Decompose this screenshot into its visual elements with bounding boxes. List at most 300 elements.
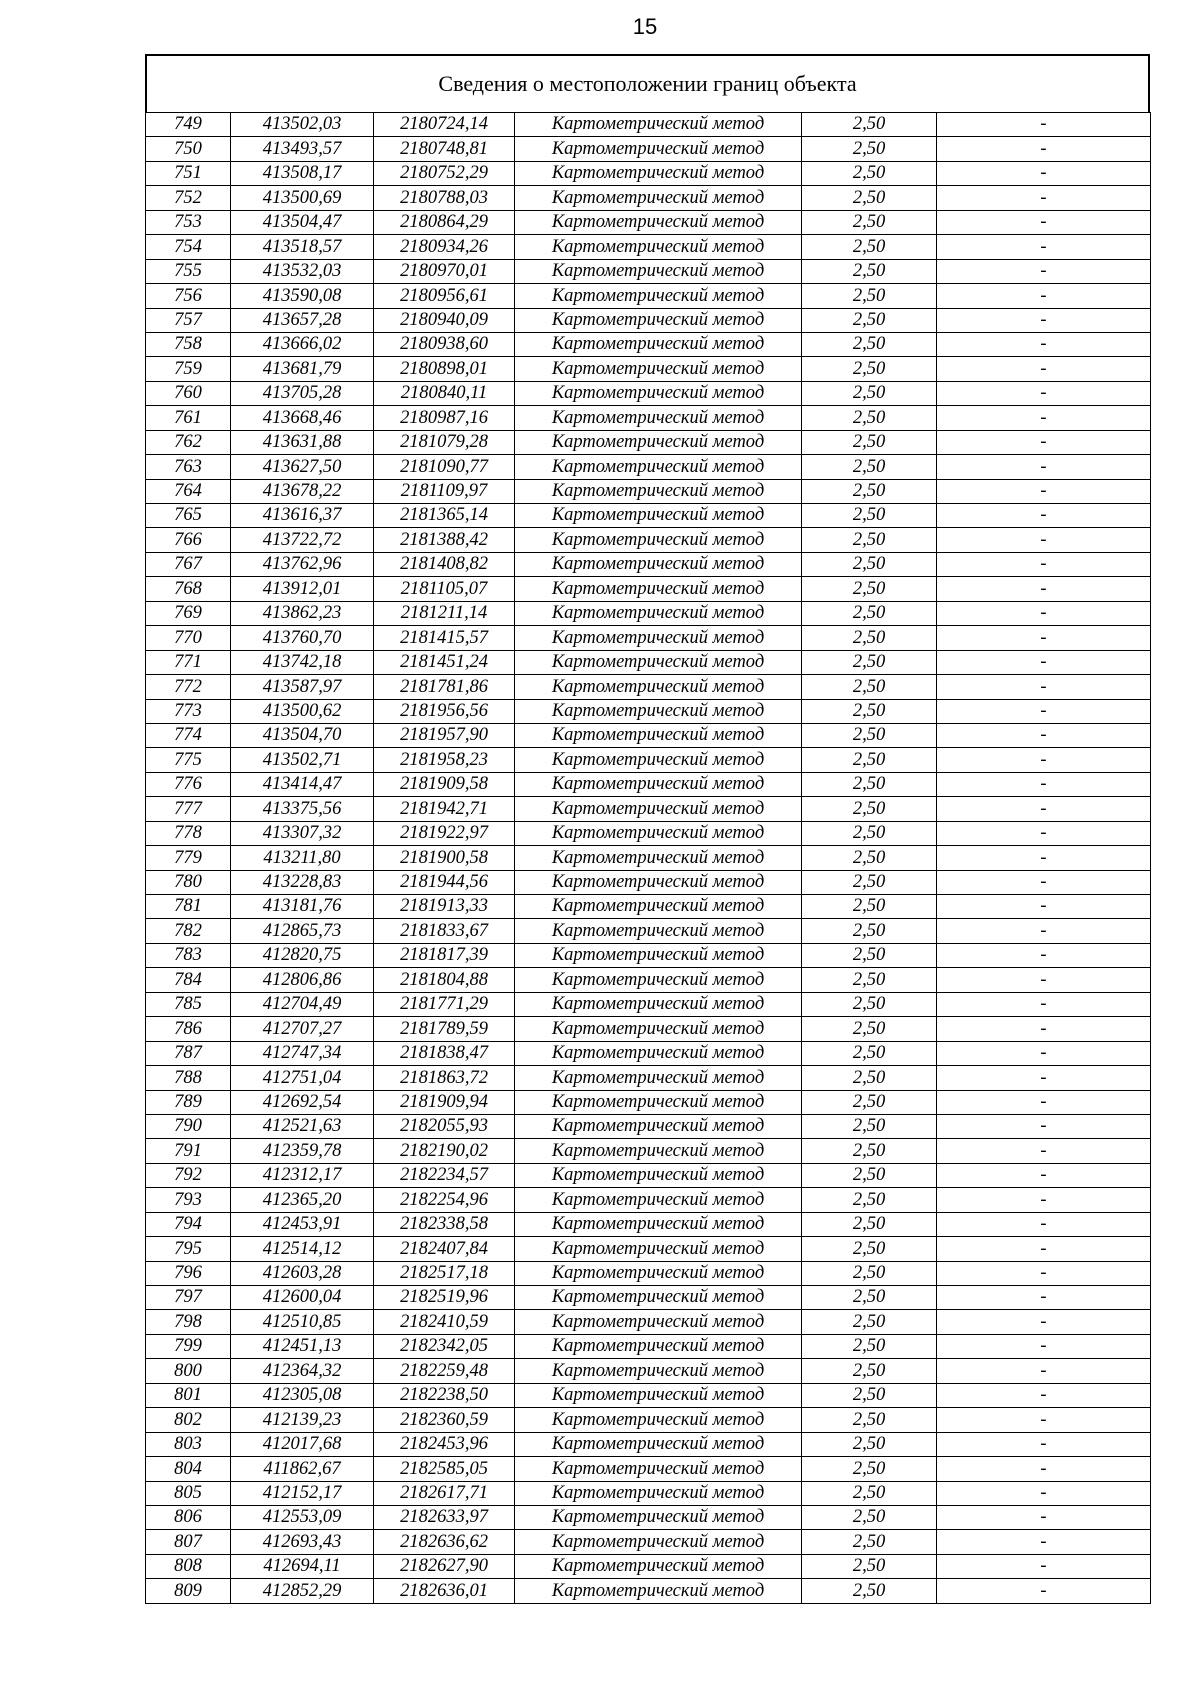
y-coordinate-cell: 2180970,01 bbox=[374, 259, 515, 283]
x-coordinate-cell: 412603,28 bbox=[231, 1261, 374, 1285]
x-coordinate-cell: 412751,04 bbox=[231, 1066, 374, 1090]
x-coordinate-cell: 413518,57 bbox=[231, 235, 374, 259]
method-cell: Картометрический метод bbox=[515, 748, 802, 772]
description-cell: - bbox=[937, 1530, 1151, 1554]
table-row bbox=[146, 1237, 1151, 1261]
x-coordinate-cell: 412820,75 bbox=[231, 943, 374, 967]
table-row bbox=[146, 699, 1151, 723]
method-cell: Картометрический метод bbox=[515, 1139, 802, 1163]
y-coordinate-cell: 2182342,05 bbox=[374, 1334, 515, 1358]
point-number-cell: 766 bbox=[146, 528, 231, 552]
y-coordinate-cell: 2181789,59 bbox=[374, 1017, 515, 1041]
accuracy-cell: 2,50 bbox=[802, 1359, 937, 1383]
accuracy-cell: 2,50 bbox=[802, 1432, 937, 1456]
description-cell: - bbox=[937, 943, 1151, 967]
table-body bbox=[146, 113, 1151, 1604]
y-coordinate-cell: 2181942,71 bbox=[374, 797, 515, 821]
y-coordinate-cell: 2182254,96 bbox=[374, 1188, 515, 1212]
x-coordinate-cell: 413500,69 bbox=[231, 186, 374, 210]
y-coordinate-cell: 2181833,67 bbox=[374, 919, 515, 943]
accuracy-cell: 2,50 bbox=[802, 308, 937, 332]
table-row bbox=[146, 1286, 1151, 1310]
table-row bbox=[146, 1017, 1151, 1041]
y-coordinate-cell: 2180864,29 bbox=[374, 210, 515, 234]
y-coordinate-cell: 2181956,56 bbox=[374, 699, 515, 723]
accuracy-cell: 2,50 bbox=[802, 235, 937, 259]
method-cell: Картометрический метод bbox=[515, 430, 802, 454]
y-coordinate-cell: 2181771,29 bbox=[374, 992, 515, 1016]
x-coordinate-cell: 412747,34 bbox=[231, 1041, 374, 1065]
method-cell: Картометрический метод bbox=[515, 772, 802, 796]
y-coordinate-cell: 2182360,59 bbox=[374, 1408, 515, 1432]
description-cell: - bbox=[937, 161, 1151, 185]
accuracy-cell: 2,50 bbox=[802, 675, 937, 699]
description-cell: - bbox=[937, 406, 1151, 430]
y-coordinate-cell: 2180987,16 bbox=[374, 406, 515, 430]
point-number-cell: 801 bbox=[146, 1383, 231, 1407]
x-coordinate-cell: 412453,91 bbox=[231, 1212, 374, 1236]
x-coordinate-cell: 412693,43 bbox=[231, 1530, 374, 1554]
description-cell: - bbox=[937, 308, 1151, 332]
point-number-cell: 791 bbox=[146, 1139, 231, 1163]
x-coordinate-cell: 412139,23 bbox=[231, 1408, 374, 1432]
method-cell: Картометрический метод bbox=[515, 1310, 802, 1334]
point-number-cell: 803 bbox=[146, 1432, 231, 1456]
y-coordinate-cell: 2182636,62 bbox=[374, 1530, 515, 1554]
x-coordinate-cell: 412365,20 bbox=[231, 1188, 374, 1212]
accuracy-cell: 2,50 bbox=[802, 1041, 937, 1065]
point-number-cell: 788 bbox=[146, 1066, 231, 1090]
x-coordinate-cell: 412553,09 bbox=[231, 1505, 374, 1529]
method-cell: Картометрический метод bbox=[515, 308, 802, 332]
accuracy-cell: 2,50 bbox=[802, 626, 937, 650]
table-row bbox=[146, 1090, 1151, 1114]
table-row bbox=[146, 332, 1151, 356]
method-cell: Картометрический метод bbox=[515, 1334, 802, 1358]
description-cell: - bbox=[937, 895, 1151, 919]
method-cell: Картометрический метод bbox=[515, 1359, 802, 1383]
description-cell: - bbox=[937, 772, 1151, 796]
description-cell: - bbox=[937, 797, 1151, 821]
x-coordinate-cell: 412694,11 bbox=[231, 1554, 374, 1578]
y-coordinate-cell: 2181909,94 bbox=[374, 1090, 515, 1114]
y-coordinate-cell: 2181408,82 bbox=[374, 552, 515, 576]
accuracy-cell: 2,50 bbox=[802, 332, 937, 356]
y-coordinate-cell: 2180748,81 bbox=[374, 137, 515, 161]
y-coordinate-cell: 2181211,14 bbox=[374, 601, 515, 625]
description-cell: - bbox=[937, 528, 1151, 552]
accuracy-cell: 2,50 bbox=[802, 1163, 937, 1187]
x-coordinate-cell: 413590,08 bbox=[231, 284, 374, 308]
description-cell: - bbox=[937, 1286, 1151, 1310]
method-cell: Картометрический метод bbox=[515, 919, 802, 943]
x-coordinate-cell: 413414,47 bbox=[231, 772, 374, 796]
table-row bbox=[146, 1188, 1151, 1212]
accuracy-cell: 2,50 bbox=[802, 161, 937, 185]
y-coordinate-cell: 2181388,42 bbox=[374, 528, 515, 552]
description-cell: - bbox=[937, 1090, 1151, 1114]
accuracy-cell: 2,50 bbox=[802, 259, 937, 283]
page-number: 15 bbox=[632, 14, 658, 39]
description-cell: - bbox=[937, 1066, 1151, 1090]
accuracy-cell: 2,50 bbox=[802, 1114, 937, 1138]
y-coordinate-cell: 2180934,26 bbox=[374, 235, 515, 259]
description-cell: - bbox=[937, 846, 1151, 870]
description-cell: - bbox=[937, 1041, 1151, 1065]
x-coordinate-cell: 413631,88 bbox=[231, 430, 374, 454]
point-number-cell: 785 bbox=[146, 992, 231, 1016]
description-cell: - bbox=[937, 1383, 1151, 1407]
x-coordinate-cell: 412312,17 bbox=[231, 1163, 374, 1187]
table-row bbox=[146, 919, 1151, 943]
point-number-cell: 807 bbox=[146, 1530, 231, 1554]
description-cell: - bbox=[937, 1481, 1151, 1505]
method-cell: Картометрический метод bbox=[515, 1114, 802, 1138]
description-cell: - bbox=[937, 210, 1151, 234]
description-cell: - bbox=[937, 577, 1151, 601]
y-coordinate-cell: 2182633,97 bbox=[374, 1505, 515, 1529]
point-number-cell: 762 bbox=[146, 430, 231, 454]
point-number-cell: 778 bbox=[146, 821, 231, 845]
accuracy-cell: 2,50 bbox=[802, 1212, 937, 1236]
x-coordinate-cell: 412692,54 bbox=[231, 1090, 374, 1114]
x-coordinate-cell: 413502,03 bbox=[231, 113, 374, 137]
table-row bbox=[146, 772, 1151, 796]
description-cell: - bbox=[937, 259, 1151, 283]
method-cell: Картометрический метод bbox=[515, 797, 802, 821]
y-coordinate-cell: 2182617,71 bbox=[374, 1481, 515, 1505]
table-row bbox=[146, 650, 1151, 674]
table-row bbox=[146, 846, 1151, 870]
method-cell: Картометрический метод bbox=[515, 1163, 802, 1187]
x-coordinate-cell: 412852,29 bbox=[231, 1579, 374, 1603]
x-coordinate-cell: 412305,08 bbox=[231, 1383, 374, 1407]
point-number-cell: 793 bbox=[146, 1188, 231, 1212]
method-cell: Картометрический метод bbox=[515, 284, 802, 308]
accuracy-cell: 2,50 bbox=[802, 1261, 937, 1285]
accuracy-cell: 2,50 bbox=[802, 504, 937, 528]
x-coordinate-cell: 413862,23 bbox=[231, 601, 374, 625]
point-number-cell: 754 bbox=[146, 235, 231, 259]
table-row bbox=[146, 821, 1151, 845]
x-coordinate-cell: 413307,32 bbox=[231, 821, 374, 845]
point-number-cell: 763 bbox=[146, 455, 231, 479]
point-number-cell: 781 bbox=[146, 895, 231, 919]
accuracy-cell: 2,50 bbox=[802, 210, 937, 234]
x-coordinate-cell: 413504,70 bbox=[231, 723, 374, 747]
table-title: Сведения о местоположении границ объекта bbox=[145, 54, 1150, 112]
accuracy-cell: 2,50 bbox=[802, 846, 937, 870]
table-row bbox=[146, 870, 1151, 894]
y-coordinate-cell: 2182410,59 bbox=[374, 1310, 515, 1334]
table-row bbox=[146, 1457, 1151, 1481]
table-row bbox=[146, 675, 1151, 699]
table-row bbox=[146, 1481, 1151, 1505]
description-cell: - bbox=[937, 235, 1151, 259]
accuracy-cell: 2,50 bbox=[802, 528, 937, 552]
x-coordinate-cell: 412806,86 bbox=[231, 968, 374, 992]
point-number-cell: 798 bbox=[146, 1310, 231, 1334]
y-coordinate-cell: 2182407,84 bbox=[374, 1237, 515, 1261]
accuracy-cell: 2,50 bbox=[802, 479, 937, 503]
accuracy-cell: 2,50 bbox=[802, 430, 937, 454]
x-coordinate-cell: 413666,02 bbox=[231, 332, 374, 356]
description-cell: - bbox=[937, 699, 1151, 723]
point-number-cell: 761 bbox=[146, 406, 231, 430]
accuracy-cell: 2,50 bbox=[802, 406, 937, 430]
boundary-table-sheet bbox=[145, 54, 1150, 1604]
point-number-cell: 765 bbox=[146, 504, 231, 528]
table-row bbox=[146, 968, 1151, 992]
method-cell: Картометрический метод bbox=[515, 406, 802, 430]
x-coordinate-cell: 413760,70 bbox=[231, 626, 374, 650]
description-cell: - bbox=[937, 675, 1151, 699]
accuracy-cell: 2,50 bbox=[802, 284, 937, 308]
method-cell: Картометрический метод bbox=[515, 528, 802, 552]
table-row bbox=[146, 430, 1151, 454]
description-cell: - bbox=[937, 1261, 1151, 1285]
y-coordinate-cell: 2180898,01 bbox=[374, 357, 515, 381]
table-row bbox=[146, 357, 1151, 381]
table-row bbox=[146, 1212, 1151, 1236]
table-row bbox=[146, 1139, 1151, 1163]
method-cell: Картометрический метод bbox=[515, 1017, 802, 1041]
point-number-cell: 809 bbox=[146, 1579, 231, 1603]
table-row bbox=[146, 1163, 1151, 1187]
accuracy-cell: 2,50 bbox=[802, 1090, 937, 1114]
point-number-cell: 806 bbox=[146, 1505, 231, 1529]
point-number-cell: 780 bbox=[146, 870, 231, 894]
method-cell: Картометрический метод bbox=[515, 1261, 802, 1285]
point-number-cell: 757 bbox=[146, 308, 231, 332]
description-cell: - bbox=[937, 1237, 1151, 1261]
table-row bbox=[146, 161, 1151, 185]
method-cell: Картометрический метод bbox=[515, 259, 802, 283]
table-row bbox=[146, 406, 1151, 430]
description-cell: - bbox=[937, 821, 1151, 845]
y-coordinate-cell: 2182585,05 bbox=[374, 1457, 515, 1481]
description-cell: - bbox=[937, 1114, 1151, 1138]
method-cell: Картометрический метод bbox=[515, 601, 802, 625]
y-coordinate-cell: 2181415,57 bbox=[374, 626, 515, 650]
table-row bbox=[146, 626, 1151, 650]
description-cell: - bbox=[937, 1359, 1151, 1383]
x-coordinate-cell: 411862,67 bbox=[231, 1457, 374, 1481]
method-cell: Картометрический метод bbox=[515, 968, 802, 992]
method-cell: Картометрический метод bbox=[515, 235, 802, 259]
point-number-cell: 789 bbox=[146, 1090, 231, 1114]
point-number-cell: 768 bbox=[146, 577, 231, 601]
accuracy-cell: 2,50 bbox=[802, 1334, 937, 1358]
x-coordinate-cell: 413627,50 bbox=[231, 455, 374, 479]
y-coordinate-cell: 2181909,58 bbox=[374, 772, 515, 796]
description-cell: - bbox=[937, 626, 1151, 650]
method-cell: Картометрический метод bbox=[515, 1408, 802, 1432]
table-row bbox=[146, 259, 1151, 283]
method-cell: Картометрический метод bbox=[515, 504, 802, 528]
method-cell: Картометрический метод bbox=[515, 1579, 802, 1603]
accuracy-cell: 2,50 bbox=[802, 1408, 937, 1432]
description-cell: - bbox=[937, 1554, 1151, 1578]
point-number-cell: 756 bbox=[146, 284, 231, 308]
description-cell: - bbox=[937, 552, 1151, 576]
y-coordinate-cell: 2182259,48 bbox=[374, 1359, 515, 1383]
method-cell: Картометрический метод bbox=[515, 1481, 802, 1505]
point-number-cell: 771 bbox=[146, 650, 231, 674]
point-number-cell: 790 bbox=[146, 1114, 231, 1138]
point-number-cell: 760 bbox=[146, 381, 231, 405]
description-cell: - bbox=[937, 1579, 1151, 1603]
point-number-cell: 794 bbox=[146, 1212, 231, 1236]
y-coordinate-cell: 2180788,03 bbox=[374, 186, 515, 210]
y-coordinate-cell: 2181109,97 bbox=[374, 479, 515, 503]
description-cell: - bbox=[937, 186, 1151, 210]
table-row bbox=[146, 748, 1151, 772]
description-cell: - bbox=[937, 113, 1151, 137]
description-cell: - bbox=[937, 430, 1151, 454]
x-coordinate-cell: 413678,22 bbox=[231, 479, 374, 503]
y-coordinate-cell: 2181900,58 bbox=[374, 846, 515, 870]
description-cell: - bbox=[937, 870, 1151, 894]
method-cell: Картометрический метод bbox=[515, 675, 802, 699]
description-cell: - bbox=[937, 650, 1151, 674]
table-row bbox=[146, 1334, 1151, 1358]
table-row bbox=[146, 895, 1151, 919]
table-row bbox=[146, 186, 1151, 210]
point-number-cell: 799 bbox=[146, 1334, 231, 1358]
y-coordinate-cell: 2180956,61 bbox=[374, 284, 515, 308]
method-cell: Картометрический метод bbox=[515, 992, 802, 1016]
x-coordinate-cell: 413762,96 bbox=[231, 552, 374, 576]
accuracy-cell: 2,50 bbox=[802, 821, 937, 845]
table-row bbox=[146, 1530, 1151, 1554]
accuracy-cell: 2,50 bbox=[802, 919, 937, 943]
y-coordinate-cell: 2181451,24 bbox=[374, 650, 515, 674]
x-coordinate-cell: 413742,18 bbox=[231, 650, 374, 674]
x-coordinate-cell: 412704,49 bbox=[231, 992, 374, 1016]
x-coordinate-cell: 412600,04 bbox=[231, 1286, 374, 1310]
method-cell: Картометрический метод bbox=[515, 699, 802, 723]
point-number-cell: 802 bbox=[146, 1408, 231, 1432]
accuracy-cell: 2,50 bbox=[802, 797, 937, 821]
method-cell: Картометрический метод bbox=[515, 1286, 802, 1310]
table-row bbox=[146, 1579, 1151, 1603]
method-cell: Картометрический метод bbox=[515, 1530, 802, 1554]
point-number-cell: 797 bbox=[146, 1286, 231, 1310]
y-coordinate-cell: 2181365,14 bbox=[374, 504, 515, 528]
x-coordinate-cell: 412451,13 bbox=[231, 1334, 374, 1358]
accuracy-cell: 2,50 bbox=[802, 1383, 937, 1407]
x-coordinate-cell: 412364,32 bbox=[231, 1359, 374, 1383]
y-coordinate-cell: 2180752,29 bbox=[374, 161, 515, 185]
description-cell: - bbox=[937, 381, 1151, 405]
x-coordinate-cell: 413722,72 bbox=[231, 528, 374, 552]
table-row bbox=[146, 308, 1151, 332]
method-cell: Картометрический метод bbox=[515, 455, 802, 479]
accuracy-cell: 2,50 bbox=[802, 1066, 937, 1090]
method-cell: Картометрический метод bbox=[515, 1383, 802, 1407]
accuracy-cell: 2,50 bbox=[802, 1017, 937, 1041]
y-coordinate-cell: 2181863,72 bbox=[374, 1066, 515, 1090]
point-number-cell: 800 bbox=[146, 1359, 231, 1383]
table-row bbox=[146, 1310, 1151, 1334]
method-cell: Картометрический метод bbox=[515, 137, 802, 161]
table-row bbox=[146, 1432, 1151, 1456]
accuracy-cell: 2,50 bbox=[802, 1188, 937, 1212]
method-cell: Картометрический метод bbox=[515, 895, 802, 919]
description-cell: - bbox=[937, 1457, 1151, 1481]
x-coordinate-cell: 412152,17 bbox=[231, 1481, 374, 1505]
accuracy-cell: 2,50 bbox=[802, 577, 937, 601]
accuracy-cell: 2,50 bbox=[802, 870, 937, 894]
accuracy-cell: 2,50 bbox=[802, 1579, 937, 1603]
description-cell: - bbox=[937, 1334, 1151, 1358]
method-cell: Картометрический метод bbox=[515, 210, 802, 234]
point-number-cell: 769 bbox=[146, 601, 231, 625]
point-number-cell: 775 bbox=[146, 748, 231, 772]
method-cell: Картометрический метод bbox=[515, 577, 802, 601]
method-cell: Картометрический метод bbox=[515, 332, 802, 356]
point-number-cell: 774 bbox=[146, 723, 231, 747]
method-cell: Картометрический метод bbox=[515, 552, 802, 576]
description-cell: - bbox=[937, 1505, 1151, 1529]
point-number-cell: 772 bbox=[146, 675, 231, 699]
y-coordinate-cell: 2181090,77 bbox=[374, 455, 515, 479]
method-cell: Картометрический метод bbox=[515, 846, 802, 870]
y-coordinate-cell: 2182338,58 bbox=[374, 1212, 515, 1236]
y-coordinate-cell: 2180940,09 bbox=[374, 308, 515, 332]
table-row bbox=[146, 528, 1151, 552]
method-cell: Картометрический метод bbox=[515, 186, 802, 210]
description-cell: - bbox=[937, 479, 1151, 503]
table-row bbox=[146, 137, 1151, 161]
point-number-cell: 773 bbox=[146, 699, 231, 723]
y-coordinate-cell: 2181922,97 bbox=[374, 821, 515, 845]
method-cell: Картометрический метод bbox=[515, 943, 802, 967]
point-number-cell: 776 bbox=[146, 772, 231, 796]
accuracy-cell: 2,50 bbox=[802, 357, 937, 381]
accuracy-cell: 2,50 bbox=[802, 1457, 937, 1481]
table-row bbox=[146, 552, 1151, 576]
boundary-coordinates-table bbox=[145, 112, 1151, 1604]
accuracy-cell: 2,50 bbox=[802, 723, 937, 747]
accuracy-cell: 2,50 bbox=[802, 1481, 937, 1505]
accuracy-cell: 2,50 bbox=[802, 699, 937, 723]
table-row bbox=[146, 1383, 1151, 1407]
point-number-cell: 782 bbox=[146, 919, 231, 943]
point-number-cell: 792 bbox=[146, 1163, 231, 1187]
accuracy-cell: 2,50 bbox=[802, 455, 937, 479]
x-coordinate-cell: 413181,76 bbox=[231, 895, 374, 919]
x-coordinate-cell: 412865,73 bbox=[231, 919, 374, 943]
y-coordinate-cell: 2181913,33 bbox=[374, 895, 515, 919]
description-cell: - bbox=[937, 601, 1151, 625]
point-number-cell: 805 bbox=[146, 1481, 231, 1505]
y-coordinate-cell: 2182636,01 bbox=[374, 1579, 515, 1603]
point-number-cell: 787 bbox=[146, 1041, 231, 1065]
table-row bbox=[146, 284, 1151, 308]
y-coordinate-cell: 2182627,90 bbox=[374, 1554, 515, 1578]
y-coordinate-cell: 2181957,90 bbox=[374, 723, 515, 747]
x-coordinate-cell: 412359,78 bbox=[231, 1139, 374, 1163]
x-coordinate-cell: 413502,71 bbox=[231, 748, 374, 772]
table-row bbox=[146, 601, 1151, 625]
method-cell: Картометрический метод bbox=[515, 723, 802, 747]
point-number-cell: 755 bbox=[146, 259, 231, 283]
accuracy-cell: 2,50 bbox=[802, 137, 937, 161]
description-cell: - bbox=[937, 1432, 1151, 1456]
point-number-cell: 749 bbox=[146, 113, 231, 137]
